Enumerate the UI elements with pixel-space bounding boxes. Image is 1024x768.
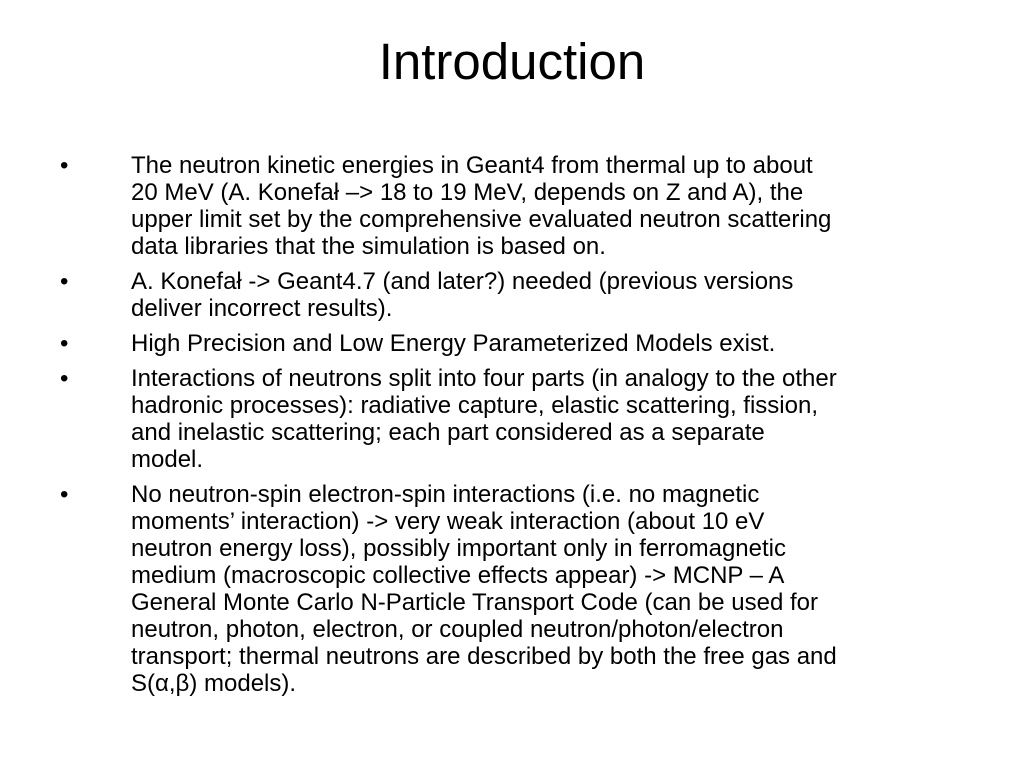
bullet-text [131, 268, 980, 322]
bullet-item [60, 481, 980, 697]
bullet-line: and inelastic scattering; each part considered as a separate [131, 419, 765, 446]
bullet-text [131, 330, 980, 357]
bullet-item [60, 268, 980, 322]
bullet-line: 20 MeV (A. Konefał –> 18 to 19 MeV, depends on Z and A), the [131, 179, 804, 206]
bullet-item [60, 365, 980, 473]
bullet-line: model. [131, 446, 204, 473]
bullet-text [131, 365, 980, 473]
bullet-line: A. Konefał -> Geant4.7 (and later?) needed (previous versions [131, 268, 794, 295]
bullet-text [131, 481, 980, 697]
bullet-line: S(α,β) models). [131, 670, 297, 697]
bullet-icon: • [60, 330, 69, 357]
bullet-line: deliver incorrect results). [131, 295, 393, 322]
bullet-line: medium (macroscopic collective effects appear) -> MCNP – A [131, 562, 785, 589]
bullet-line: moments’ interaction) -> very weak interaction (about 10 eV [131, 508, 765, 535]
slide-title: Introduction [378, 33, 646, 90]
bullet-line: No neutron-spin electron-spin interactions (i.e. no magnetic [131, 481, 760, 508]
bullet-icon: • [60, 481, 69, 508]
bullet-list [60, 152, 980, 705]
bullet-line: upper limit set by the comprehensive evaluated neutron scattering [131, 206, 832, 233]
bullet-line: neutron energy loss), possibly important only in ferromagnetic [131, 535, 786, 562]
bullet-line: neutron, photon, electron, or coupled neutron/photon/electron [131, 616, 784, 643]
bullet-line: General Monte Carlo N-Particle Transport Code (can be used for [131, 589, 818, 616]
bullet-item [60, 152, 980, 260]
bullet-icon: • [60, 268, 69, 295]
bullet-icon: • [60, 152, 69, 179]
bullet-line: transport; thermal neutrons are described by both the free gas and [131, 643, 837, 670]
bullet-line: High Precision and Low Energy Parameterized Models exist. [131, 330, 776, 357]
bullet-line: hadronic processes): radiative capture, elastic scattering, fission, [131, 392, 818, 419]
bullet-line: data libraries that the simulation is based on. [131, 233, 606, 260]
bullet-text [131, 152, 980, 260]
bullet-icon: • [60, 365, 69, 392]
bullet-line: Interactions of neutrons split into four parts (in analogy to the other [131, 365, 837, 392]
bullet-line: The neutron kinetic energies in Geant4 from thermal up to about [131, 152, 813, 179]
bullet-item [60, 330, 980, 357]
